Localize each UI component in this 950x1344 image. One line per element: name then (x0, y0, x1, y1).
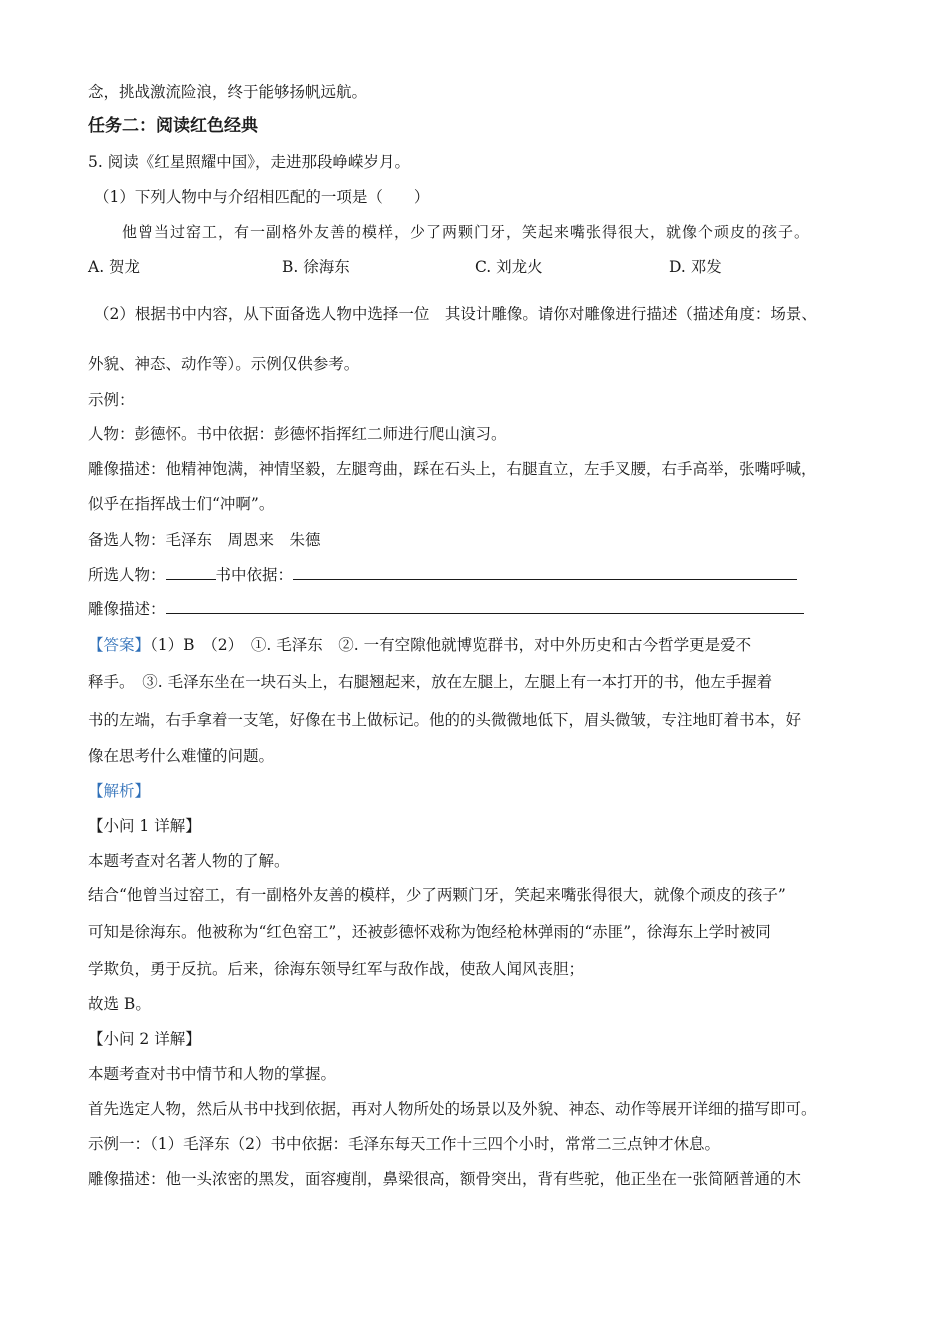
sub-question-1-text: 结合“他曾当过窑工，有一副格外友善的模样，少了两颗门牙，笑起来嘴张得很大，就像个顽皮的孩子” (88, 886, 786, 904)
sculpture-blank[interactable] (166, 599, 804, 614)
basis-label: 书中依据： (215, 566, 294, 584)
option-b: B. 徐海东 (282, 258, 350, 276)
answer-line (88, 635, 751, 655)
sub-question-1-conclusion: 故选 B。 (88, 995, 151, 1013)
option-c: C. 刘龙火 (475, 258, 543, 276)
answer-line-4: 像在思考什么难懂的问题。 (88, 747, 275, 765)
answer-text: （1）B （2） ①. 毛泽东 ②. 一有空隙他就博览群书，对中外历史和古今哲学更是爱不 (150, 636, 752, 654)
quote-text: 他曾当过窑工，有一副格外友善的模样，少了两颗门牙，笑起来嘴张得很大，就像个顽皮的孩子。 (122, 223, 811, 241)
candidate-list: 备选人物：毛泽东 周恩来 朱德 (88, 531, 321, 549)
selected-person-row (88, 565, 797, 585)
selected-person-blank[interactable] (166, 565, 216, 580)
option-d: D. 邓发 (669, 258, 722, 276)
sub-question-1-text: 学欺负，勇于反抗。后来，徐海东领导红军与敌作战，使敌人闻风丧胆； (88, 960, 585, 978)
sub-question-1-text: 可知是徐海东。他被称为“红色窑工”，还被彭德怀戏称为饱经枪林弹雨的“赤匪”，徐海东上学时被同 (88, 923, 771, 941)
sub-question-2-example: 示例一：（1）毛泽东（2）书中依据：毛泽东每天工作十三四个小时，常常二三点钟才休息。 (88, 1135, 720, 1153)
analysis-tag: 【解析】 (88, 782, 151, 800)
example-description: 雕像描述：他精神饱满，神情坚毅，左腿弯曲，踩在石头上，右腿直立，左手叉腰，右手高举，张嘴呼喊， (88, 460, 817, 478)
sub-question-1-text: 本题考查对名著人物的了解。 (88, 852, 290, 870)
sub-question-2-title: 【小问 2 详解】 (88, 1030, 201, 1048)
question-5: 5. 阅读《红星照耀中国》，走进那段峥嵘岁月。 (88, 153, 410, 171)
selected-person-label: 所选人物： (88, 566, 166, 584)
basis-blank[interactable] (293, 565, 797, 580)
sub-question-1-title: 【小问 1 详解】 (88, 817, 201, 835)
sub-question-2-text: 本题考查对书中情节和人物的掌握。 (88, 1065, 337, 1083)
answer-line-2: 释手。 ③. 毛泽东坐在一块石头上，右腿翘起来，放在左腿上，左腿上有一本打开的书，他左手握着 (88, 673, 773, 691)
question-5-part-1: （1）下列人物中与介绍相匹配的一项是（ ） (94, 188, 430, 206)
sub-question-2-text: 首先选定人物，然后从书中找到依据，再对人物所处的场景以及外貌、神态、动作等展开详细的描写即可。 (88, 1100, 817, 1118)
example-label: 示例： (88, 391, 135, 409)
example-person: 人物：彭德怀。书中依据：彭德怀指挥红二师进行爬山演习。 (88, 425, 507, 443)
sculpture-row (88, 599, 804, 619)
paragraph-line: 念，挑战激流险浪，终于能够扬帆远航。 (88, 83, 368, 101)
option-a: A. 贺龙 (88, 258, 141, 276)
answer-tag: 【答案】 (88, 636, 151, 654)
section-heading: 任务二：阅读红色经典 (88, 116, 258, 136)
sub-question-2-description: 雕像描述：他一头浓密的黑发，面容瘦削，鼻梁很高，额骨突出，背有些驼，他正坐在一张简陋普通的木 (88, 1170, 802, 1188)
example-description-cont: 似乎在指挥战士们“冲啊”。 (88, 495, 275, 513)
sculpture-label: 雕像描述： (88, 600, 166, 618)
question-5-part-2-cont: 外貌、神态、动作等）。示例仅供参考。 (88, 355, 360, 373)
question-5-part-2: （2）根据书中内容，从下面备选人物中选择一位 其设计雕像。请你对雕像进行描述（描述角度：场景、 (94, 305, 817, 323)
answer-line-3: 书的左端，右手拿着一支笔，好像在书上做标记。他的的头微微地低下，眉头微皱，专注地盯着书本，好 (88, 711, 802, 729)
